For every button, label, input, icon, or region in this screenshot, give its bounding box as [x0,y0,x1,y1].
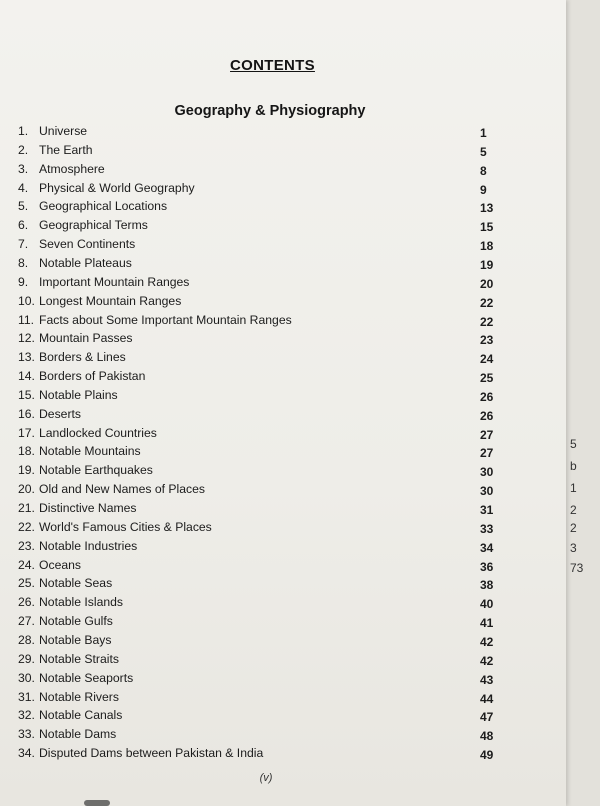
entry-title: Notable Plains [39,387,118,402]
edge-mark: 2 [570,503,577,517]
toc-entry[interactable] [18,256,498,274]
entry-number: 23. [18,538,35,553]
entry-page-number: 34 [480,540,494,555]
toc-entry[interactable] [18,407,498,425]
ink-smudge [84,800,110,806]
entry-title: Geographical Terms [39,218,148,233]
entry-page-number: 40 [480,597,494,612]
toc-entry[interactable] [18,501,498,519]
toc-entry[interactable] [18,558,498,576]
entry-page-number: 19 [480,257,494,272]
toc-entry[interactable] [18,313,498,331]
toc-entry[interactable] [18,708,498,726]
entry-page-number: 22 [480,295,494,310]
entry-title: Distinctive Names [39,501,137,515]
entry-title: Notable Mountains [39,444,141,459]
entry-page-number: 5 [480,144,487,159]
toc-entry[interactable] [18,275,498,293]
entry-number: 29. [18,651,35,666]
entry-number: 16. [18,406,35,421]
entry-page-number: 43 [480,672,494,687]
entry-page-number: 31 [480,503,494,517]
entry-page-number: 13 [480,201,494,216]
entry-number: 15. [18,387,35,402]
edge-mark: 5 [570,437,577,451]
entry-page-number: 49 [480,748,494,763]
entry-number: 6. [18,218,29,233]
entry-page-number: 30 [480,484,494,499]
toc-entry[interactable] [18,294,498,312]
toc-entry[interactable] [18,444,498,462]
entry-page-number: 42 [480,634,494,649]
entry-number: 11. [18,312,35,327]
entry-title: Old and New Names of Places [39,482,205,497]
entry-number: 22. [18,519,35,534]
entry-title: Universe [39,124,88,138]
entry-number: 34. [18,746,35,761]
entry-title: Notable Plateaus [39,255,132,270]
entry-page-number: 48 [480,729,494,744]
toc-entry[interactable] [18,482,498,500]
entry-number: 31. [18,689,35,704]
entry-title: Landlocked Countries [39,425,157,440]
entry-page-number: 30 [480,465,494,480]
toc-entry[interactable] [18,539,498,557]
toc-entry[interactable] [18,162,498,180]
toc-entry[interactable] [18,331,498,349]
edge-mark: 3 [570,541,577,555]
entry-page-number: 38 [480,578,494,593]
entry-page-number: 47 [480,710,494,725]
entry-page-number: 1 [480,126,487,140]
toc-entry[interactable] [18,350,498,368]
entry-title: Mountain Passes [39,331,133,346]
toc-entry[interactable] [18,237,498,255]
entry-page-number: 33 [480,521,494,536]
entry-number: 20. [18,482,35,497]
entry-number: 24. [18,557,35,572]
entry-number: 8. [18,255,29,270]
entry-page-number: 20 [480,276,494,291]
entry-number: 19. [18,463,35,478]
entry-number: 30. [18,670,35,685]
entry-page-number: 42 [480,653,494,668]
toc-entry[interactable] [18,727,498,745]
edge-mark: b [570,459,577,473]
toc-entry[interactable] [18,520,498,538]
toc-entry[interactable] [18,671,498,689]
toc-entry[interactable] [18,652,498,670]
entry-number: 3. [18,161,29,176]
entry-page-number: 36 [480,559,494,574]
entry-title: Longest Mountain Ranges [39,293,182,308]
entry-title: Borders of Pakistan [39,369,146,384]
toc-entry[interactable] [18,218,498,236]
entry-page-number: 26 [480,408,494,423]
toc-entry[interactable] [18,690,498,708]
entry-number: 18. [18,444,35,459]
entry-number: 25. [18,576,35,591]
toc-entry[interactable] [18,426,498,444]
entry-number: 13. [18,350,35,365]
entry-page-number: 23 [480,333,494,348]
entry-title: Notable Gulfs [39,614,113,629]
toc-entry[interactable] [18,633,498,651]
toc-entry[interactable] [18,463,498,481]
entry-page-number: 26 [480,389,494,404]
entry-number: 28. [18,632,35,647]
entry-page-number: 8 [480,163,487,178]
entry-page-number: 41 [480,616,494,631]
toc-entry[interactable] [18,124,498,142]
entry-title: Disputed Dams between Pakistan & India [39,746,264,761]
entry-title: Notable Bays [39,632,112,647]
entry-page-number: 9 [480,182,487,197]
edge-mark: 2 [570,521,577,535]
entry-title: Physical & World Geography [39,180,195,195]
entry-title: Important Mountain Ranges [39,274,190,289]
entry-page-number: 27 [480,446,494,461]
entry-title: Notable Seaports [39,670,134,685]
entry-number: 17. [18,425,35,440]
entry-number: 9. [18,274,29,289]
entry-title: Geographical Locations [39,199,168,214]
entry-page-number: 25 [480,371,494,386]
entry-title: World's Famous Cities & Places [39,519,212,534]
page-title: CONTENTS [230,57,315,74]
entry-page-number: 44 [480,691,494,706]
entry-number: 5. [18,199,29,214]
page-number-footer: (v) [259,772,273,784]
entry-number: 21. [18,501,35,515]
toc-entry[interactable] [18,143,498,161]
entry-number: 27. [18,614,35,629]
entry-page-number: 15 [480,220,494,235]
entry-title: Deserts [39,406,81,421]
edge-mark: 73 [570,561,584,575]
entry-title: Borders & Lines [39,350,126,365]
entry-page-number: 24 [480,352,494,367]
entry-number: 14. [18,369,35,384]
entry-title: Notable Canals [39,708,123,723]
toc-entry[interactable] [18,746,498,764]
entry-title: Notable Industries [39,538,138,553]
entry-number: 2. [18,142,29,157]
entry-number: 7. [18,237,29,252]
toc-entry[interactable] [18,388,498,406]
entry-title: Oceans [39,557,82,572]
entry-page-number: 27 [480,427,494,442]
toc-entry[interactable] [18,614,498,632]
toc-entry[interactable] [18,369,498,387]
entry-title: Seven Continents [39,237,136,252]
entry-number: 1. [18,124,29,138]
toc-entry[interactable] [18,181,498,199]
entry-title: Notable Straits [39,651,119,666]
toc-entry[interactable] [18,595,498,613]
toc-entry[interactable] [18,199,498,217]
toc-entry[interactable] [18,576,498,594]
entry-title: Notable Dams [39,727,117,742]
entry-title: Notable Seas [39,576,113,591]
entry-number: 33. [18,727,35,742]
entry-title: Notable Rivers [39,689,119,704]
entry-title: Notable Islands [39,595,124,610]
entry-title: Facts about Some Important Mountain Ranges [39,312,292,327]
entry-title: Notable Earthquakes [39,463,153,478]
entry-page-number: 18 [480,239,494,254]
entry-page-number: 22 [480,314,494,329]
entry-number: 10. [18,293,35,308]
entry-title: Atmosphere [39,161,105,176]
section-heading: Geography & Physiography [174,103,366,119]
entry-number: 32. [18,708,35,723]
edge-mark: 1 [570,481,577,495]
entry-number: 12. [18,331,35,346]
entry-number: 26. [18,595,35,610]
entry-title: The Earth [39,142,93,157]
entry-number: 4. [18,180,29,195]
